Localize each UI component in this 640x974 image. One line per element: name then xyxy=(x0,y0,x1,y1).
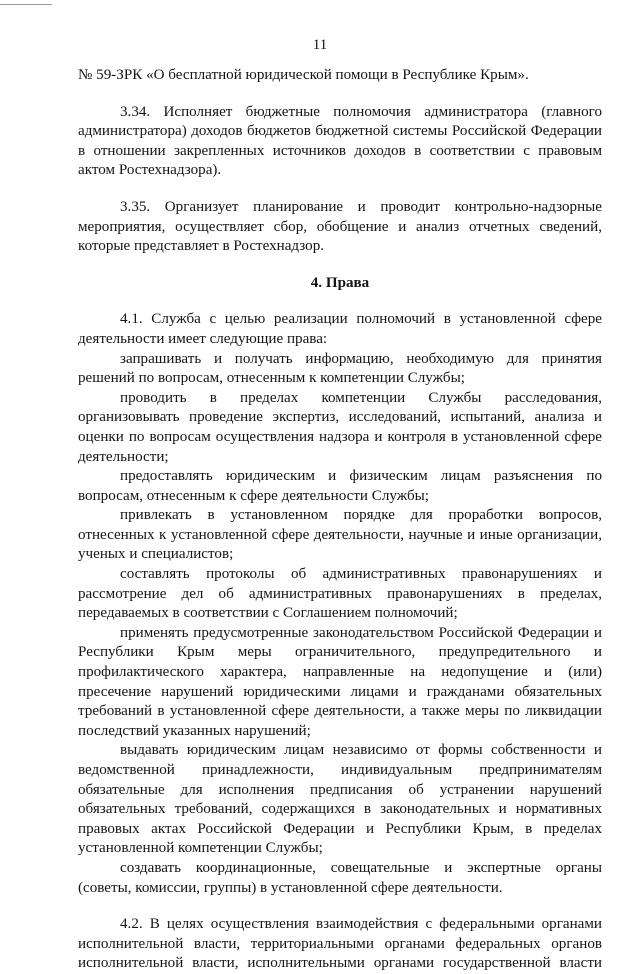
right-item: составлять протоколы об административных правонарушениях и рассмотрение дел об административных правонарушениях в пределах, передаваемых в соответствии с Соглашением полномочий; xyxy=(78,566,602,622)
section-heading: 4. Права xyxy=(310,274,370,291)
item-4-2: 4.2. В целях осуществления взаимодействия с федеральными органами исполнительной власти, территориальными органами федеральных органов исполнительной власти, исполнительными органами государственной власти xyxy=(78,916,602,972)
right-item: привлекать в установленном порядке для проработки вопросов, отнесенных к установленной сфере деятельности, научные и иные организации, ученых и специалистов; xyxy=(78,507,602,563)
right-item: предоставлять юридическим и физическим лицам разъяснения по вопросам, отнесенным к сфере деятельности Службы; xyxy=(78,468,602,504)
item-4-1-lead: 4.1. Служба с целью реализации полномочий в установленной сфере деятельности имеет следующие права: xyxy=(78,311,602,347)
right-item: выдавать юридическим лицам независимо от формы собственности и ведомственной принадлежности, индивидуальным предпринимателям обязательные для исполнения предписания об устранении нарушений обязательных требований, содержащихся в законодательных и нормативных правовых актах Российской Федерации и Республики Крым, в пределах установленной компетенции Службы; xyxy=(78,742,602,857)
scan-corner-mark xyxy=(0,4,52,5)
document-body xyxy=(78,66,602,974)
item-3-35: 3.35. Организует планирование и проводит контрольно-надзорные мероприятия, осуществляет сбор, обобщение и анализ отчетных сведений, которые представляет в Ростехнадзор. xyxy=(78,198,602,255)
page-number: 11 xyxy=(312,37,328,53)
intro-continuation: № 59-ЗРК «О бесплатной юридической помощи в Республике Крым». xyxy=(78,67,529,83)
right-item: проводить в пределах компетенции Службы расследования, организовывать проведение экспертиз, исследований, испытаний, анализа и оценки по вопросам осуществления надзора и контроля в установленной сфере деятельности; xyxy=(78,389,602,465)
right-item: применять предусмотренные законодательством Российской Федерации и Республики Крым меры ограничительного, предупредительного и профилактического характера, направленные на недопущение и (или) пресечение нарушений юридическими лицами и гражданами обязательных требований в установленной сфере деятельности, а также меры по ликвидации последствий указанных нарушений; xyxy=(78,624,602,739)
right-item: запрашивать и получать информацию, необходимую для принятия решений по вопросам, отнесенным к компетенции Службы; xyxy=(78,350,602,387)
item-3-34: 3.34. Исполняет бюджетные полномочия администратора (главного администратора) доходов бюджетов бюджетной системы Российской Федерации в отношении закрепленных источников доходов в соответствии с правовым актом Ростехнадзора). xyxy=(78,103,602,179)
right-item: создавать координационные, совещательные и экспертные органы (советы, комиссии, группы) в установленной сфере деятельности. xyxy=(78,859,602,896)
